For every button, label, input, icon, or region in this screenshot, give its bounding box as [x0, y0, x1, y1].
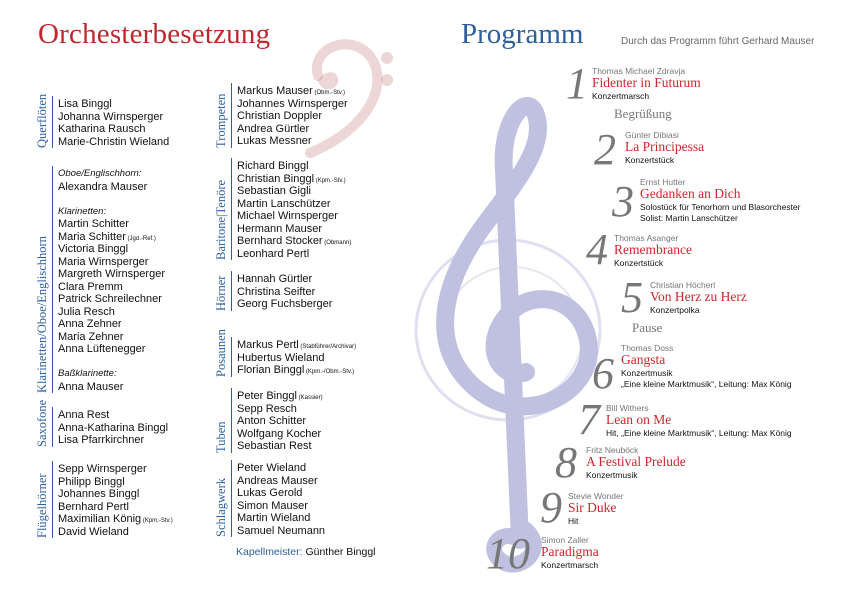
section-names — [58, 463, 173, 538]
program-composer: Christian Höcherl — [650, 280, 716, 290]
member-role: (Kassier) — [296, 395, 323, 401]
program-title: La Principessa — [625, 139, 705, 154]
member-text: Andreas Mauser — [237, 474, 318, 487]
member-text: Katharina Rausch — [58, 123, 146, 135]
member-name — [237, 428, 323, 441]
member-text: Sebastian Gigli — [237, 185, 311, 197]
member-text: Maria Zehner — [58, 330, 124, 343]
member-name — [58, 123, 169, 136]
program-description: „Eine kleine Marktmusik“, Leitung: Max König — [621, 378, 792, 389]
member-name — [58, 231, 165, 244]
member-name — [58, 256, 165, 269]
program-description: Solostück für Tenorhorn und Blasorchester — [640, 202, 801, 212]
program-number: 4 — [586, 225, 608, 274]
member-text: Wolfgang Kocher — [237, 427, 322, 440]
program-description: Solist: Martin Lanschützer — [640, 212, 738, 223]
program-title: Fidenter in Futurum — [592, 75, 701, 90]
program-title: Paradigma — [541, 544, 599, 559]
member-text: Anna Lüftenegger — [58, 343, 146, 355]
member-text: Peter Binggl — [237, 390, 297, 402]
member-name — [237, 123, 348, 136]
orchestra-title: Orchesterbesetzung — [38, 18, 271, 50]
section-label: Flügelhörner — [35, 473, 49, 538]
member-text: Christian Binggl — [237, 172, 315, 185]
host-note: Durch das Programm führt Gerhard Mauser — [621, 36, 815, 47]
member-role: (Stabführer/Archivar) — [298, 344, 357, 350]
member-name — [58, 476, 173, 489]
member-text: Martin Schitter — [58, 218, 129, 230]
member-name — [58, 306, 165, 319]
member-name — [58, 356, 165, 369]
program-number: 8 — [555, 438, 577, 487]
section-divider — [52, 407, 53, 447]
member-name — [58, 243, 165, 256]
member-text: Lukas Messner — [237, 135, 312, 147]
member-name — [237, 135, 348, 148]
member-role: (Obmann) — [322, 240, 352, 246]
member-name — [58, 422, 168, 435]
section-label: Baritone|Tenöre — [214, 179, 228, 260]
program-description: Konzertmusik — [621, 368, 673, 378]
instrument-subheading — [58, 368, 165, 381]
member-name — [237, 390, 323, 403]
program-number: 2 — [594, 125, 616, 174]
member-text: Maria Schitter — [58, 230, 126, 243]
program-title: A Festival Prelude — [586, 454, 686, 469]
program-number: 1 — [566, 59, 588, 108]
section-divider — [231, 158, 232, 260]
member-name — [237, 415, 323, 428]
member-name — [237, 525, 325, 538]
member-text: Philipp Binggl — [58, 475, 125, 488]
section-names — [237, 339, 356, 377]
interlude-pause: Pause — [632, 320, 663, 335]
member-name — [237, 173, 351, 186]
member-text: Patrick Schreilechner — [58, 293, 162, 305]
member-name — [237, 352, 356, 365]
member-name — [237, 462, 325, 475]
member-name — [58, 381, 165, 394]
member-text: Clara Premm — [58, 280, 123, 293]
member-text: Richard Binggl — [237, 160, 309, 172]
member-name — [58, 318, 165, 331]
member-text: Andrea Gürtler — [237, 122, 310, 135]
member-name — [58, 488, 173, 501]
section-label: Saxofone — [35, 399, 49, 447]
member-text: Hubertus Wieland — [237, 351, 325, 364]
program-description: Konzertpolka — [650, 305, 700, 315]
member-name — [237, 500, 325, 513]
member-name — [237, 298, 332, 311]
member-name — [58, 268, 165, 281]
section-label: Trompeten — [214, 93, 228, 148]
member-text: Victoria Binggl — [58, 243, 129, 255]
section-label: Klarinetten/Oboe/Englischhorn — [35, 236, 49, 393]
member-text: David Wieland — [58, 525, 129, 538]
section-names — [58, 409, 168, 447]
program-composer: Bill Withers — [606, 403, 649, 413]
member-text: Margreth Wirnsperger — [58, 268, 165, 280]
program-number: 3 — [612, 177, 634, 226]
member-name — [237, 185, 351, 198]
member-text: Lisa Pfarrkirchner — [58, 434, 145, 446]
member-text: Anna-Katharina Binggl — [58, 421, 169, 434]
member-text: Samuel Neumann — [237, 524, 326, 537]
member-role: (Jgd.-Ref.) — [125, 235, 156, 242]
member-name — [58, 463, 173, 476]
section-divider — [231, 460, 232, 537]
section-label: Hörner — [214, 275, 228, 311]
section-label: Posaunen — [214, 328, 228, 377]
program-description: Konzertmusik — [586, 470, 638, 480]
section-divider — [52, 461, 53, 538]
member-text: Alexandra Mauser — [58, 180, 148, 193]
program-number: 6 — [592, 349, 614, 398]
member-name — [237, 198, 351, 211]
kapellmeister-name: Günther Binggl — [305, 546, 376, 558]
section-divider — [231, 83, 232, 148]
program-composer: Ernst Hutter — [640, 177, 686, 187]
member-name — [58, 513, 173, 526]
section-divider — [231, 337, 232, 377]
section-label: Schlagwerk — [214, 477, 228, 537]
program-description: Konzertmarsch — [592, 91, 650, 101]
member-role: (Kpm.-Stv.) — [314, 177, 346, 184]
member-name — [237, 364, 356, 377]
member-name — [237, 487, 325, 500]
program-title: Lean on Me — [606, 412, 672, 427]
instrument-subheading — [58, 168, 165, 181]
member-name — [237, 235, 351, 248]
member-name — [237, 512, 325, 525]
program-composer: Thomas Michael Zdravja — [592, 66, 686, 76]
member-name — [237, 440, 323, 453]
member-text: Lukas Gerold — [237, 487, 303, 499]
program-description: Hit, „Eine kleine Marktmusik“, Leitung: Max König — [606, 428, 792, 438]
member-text: Anna Zehner — [58, 318, 122, 330]
member-text: Marie-Christin Wieland — [58, 135, 170, 148]
member-text: Hannah Gürtler — [237, 273, 313, 285]
member-text: Sebastian Rest — [237, 440, 312, 452]
program-number: 9 — [540, 483, 562, 532]
member-text: Johannes Wirnsperger — [237, 97, 348, 110]
program-number: 10 — [486, 529, 530, 578]
member-text: Sepp Wirnsperger — [58, 463, 147, 475]
kapellmeister-label: Kapellmeister: — [236, 546, 303, 558]
program-description: Konzertstück — [625, 155, 675, 165]
member-name — [237, 248, 351, 261]
member-text: Anna Rest — [58, 409, 110, 421]
member-name — [58, 98, 169, 111]
member-text: Leonhard Pertl — [237, 247, 310, 260]
program-composer: Günter Dibiasi — [625, 130, 679, 140]
member-name — [58, 111, 169, 124]
member-text: Baßklarinette: — [58, 368, 117, 379]
member-text: Peter Wieland — [237, 462, 307, 474]
member-text: Maria Wirnsperger — [58, 255, 149, 268]
member-text: Anton Schitter — [237, 415, 307, 427]
member-text: Simon Mauser — [237, 499, 308, 512]
section-names — [237, 160, 351, 260]
member-text: Lisa Binggl — [58, 98, 112, 110]
member-text: Christina Seifter — [237, 285, 316, 298]
section-names — [58, 168, 165, 393]
member-name — [58, 136, 169, 149]
member-name — [58, 331, 165, 344]
member-role: (Kpm.-Stv.) — [141, 518, 173, 524]
member-name — [58, 526, 173, 539]
section-label: Querflöten — [35, 93, 49, 148]
member-name — [237, 339, 356, 352]
section-names — [58, 98, 169, 148]
member-text: Bernhard Stocker — [237, 235, 323, 247]
member-text: Martin Lanschützer — [237, 197, 331, 210]
member-text: Maximilian König — [58, 513, 142, 525]
member-text: Sepp Resch — [237, 402, 297, 415]
member-text: Klarinetten: — [58, 205, 107, 217]
section-names — [237, 462, 325, 537]
member-name — [58, 193, 165, 206]
program-description: Konzertmarsch — [541, 560, 599, 570]
member-role: (Kpm.-/Obm.-Stv.) — [304, 369, 355, 375]
section-divider — [52, 96, 53, 148]
kapellmeister — [236, 546, 376, 558]
member-text: Bernhard Pertl — [58, 500, 129, 513]
member-text: Michael Wirnsperger — [237, 210, 338, 222]
member-text: Georg Fuchsberger — [237, 298, 333, 310]
member-name — [237, 98, 348, 111]
member-name — [237, 210, 351, 223]
section-names — [237, 390, 323, 453]
program-composer: Stevie Wonder — [568, 491, 624, 501]
member-text: Martin Wieland — [237, 512, 311, 524]
member-name — [58, 409, 168, 422]
member-name — [237, 273, 332, 286]
member-name — [237, 223, 351, 236]
member-name — [58, 181, 165, 194]
program-number: 7 — [578, 395, 600, 444]
program-description: Hit — [568, 516, 579, 526]
program-composer: Thomas Doss — [621, 343, 674, 353]
member-text: Florian Binggl — [237, 364, 305, 376]
member-text: Oboe/Englischhorn: — [58, 168, 142, 179]
program-description: Konzertstück — [614, 258, 664, 268]
member-text: Christian Doppler — [237, 110, 322, 122]
member-name — [237, 85, 348, 98]
program-composer: Thomas Asanger — [614, 233, 679, 243]
member-text: Markus Pertl — [237, 339, 299, 351]
member-text: Julia Resch — [58, 305, 115, 318]
instrument-subheading — [58, 206, 165, 219]
section-names — [237, 85, 348, 148]
member-text: Markus Mauser — [237, 85, 313, 97]
member-name — [58, 434, 168, 447]
program-title: Sir Duke — [568, 500, 617, 515]
program-title: Von Herz zu Herz — [650, 289, 747, 304]
member-role: (Obm.-Stv.) — [312, 90, 346, 96]
program-composer: Simon Zaller — [541, 535, 589, 545]
member-text: Johanna Wirnsperger — [58, 110, 164, 123]
interlude-greeting: Begrüßung — [614, 106, 672, 121]
member-text: Anna Mauser — [58, 380, 124, 393]
program-title: Remembrance — [614, 242, 692, 257]
member-name — [237, 160, 351, 173]
member-name — [58, 343, 165, 356]
section-names — [237, 273, 332, 311]
program-number: 5 — [621, 273, 643, 322]
member-text: Hermann Mauser — [237, 222, 322, 235]
program-title: Gedanken an Dich — [640, 186, 741, 201]
member-name — [58, 501, 173, 514]
member-name — [237, 403, 323, 416]
section-divider — [231, 271, 232, 311]
section-divider — [52, 166, 53, 393]
member-name — [58, 218, 165, 231]
program-title: Gangsta — [621, 352, 666, 367]
section-divider — [231, 388, 232, 453]
member-name — [237, 475, 325, 488]
section-label: Tuben — [214, 421, 228, 453]
program-title: Programm — [461, 18, 584, 50]
member-name — [237, 110, 348, 123]
member-text: Johannes Binggl — [58, 488, 140, 500]
member-name — [237, 286, 332, 299]
member-name — [58, 281, 165, 294]
member-name — [58, 293, 165, 306]
program-composer: Fritz Neuböck — [586, 445, 639, 455]
